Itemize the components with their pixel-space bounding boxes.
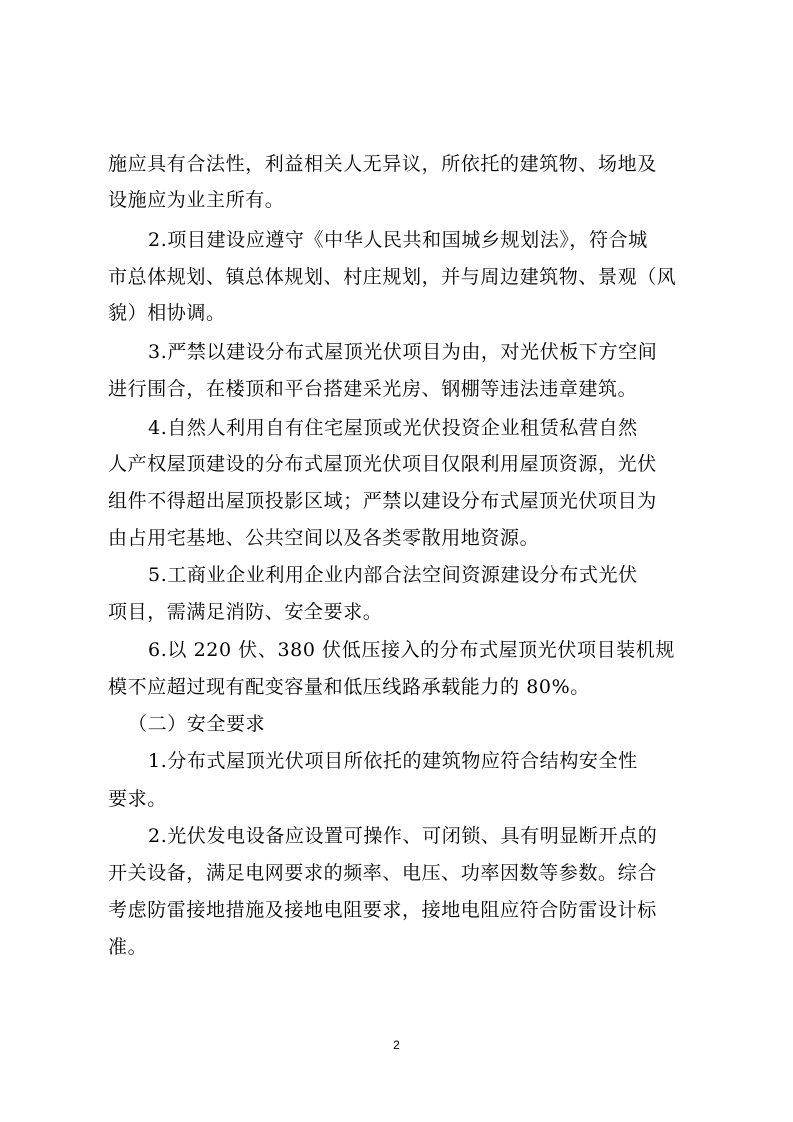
body-line: 人产权屋顶建设的分布式屋顶光伏项目仅限利用屋顶资源，光伏 xyxy=(108,453,657,475)
body-line: 由占用宅基地、公共空间以及各类零散用地资源。 xyxy=(108,527,540,549)
section-heading: （二）安全要求 xyxy=(128,713,266,735)
body-line: 貌）相协调。 xyxy=(108,302,226,324)
item-5-line: 5.工商业企业利用企业内部合法空间资源建设分布式光伏 xyxy=(148,564,638,586)
body-line: 要求。 xyxy=(108,788,167,810)
body-line: 模不应超过现有配变容量和低压线路承载能力的 80%。 xyxy=(108,676,590,698)
body-line: 施应具有合法性，利益相关人无异议，所依托的建筑物、场地及 xyxy=(108,153,657,175)
body-line: 开关设备，满足电网要求的频率、电压、功率因数等参数。综合 xyxy=(108,862,657,884)
item-2-line: 2.光伏发电设备应设置可操作、可闭锁、具有明显断开点的 xyxy=(148,825,658,847)
item-2-line: 2.项目建设应遵守《中华人民共和国城乡规划法》，符合城 xyxy=(148,229,648,251)
item-3-line: 3.严禁以建设分布式屋顶光伏项目为由，对光伏板下方空间 xyxy=(148,341,658,363)
body-line: 考虑防雷接地措施及接地电阻要求，接地电阻应符合防雷设计标 xyxy=(108,899,657,921)
body-line: 准。 xyxy=(108,936,148,958)
item-6-line: 6.以 220 伏、380 伏低压接入的分布式屋顶光伏项目装机规 xyxy=(148,639,675,661)
body-line: 设施应为业主所有。 xyxy=(108,189,285,211)
item-4-line: 4.自然人利用自有住宅屋顶或光伏投资企业租赁私营自然 xyxy=(148,417,638,439)
body-line: 项目，需满足消防、安全要求。 xyxy=(108,601,383,623)
body-line: 市总体规划、镇总体规划、村庄规划，并与周边建筑物、景观（风 xyxy=(108,266,677,288)
body-line: 进行围合，在楼顶和平台搭建采光房、钢棚等违法违章建筑。 xyxy=(108,378,638,400)
item-1-line: 1.分布式屋顶光伏项目所依托的建筑物应符合结构安全性 xyxy=(148,750,638,772)
body-line: 组件不得超出屋顶投影区域；严禁以建设分布式屋顶光伏项目为 xyxy=(108,490,657,512)
page-number: 2 xyxy=(393,1038,400,1052)
